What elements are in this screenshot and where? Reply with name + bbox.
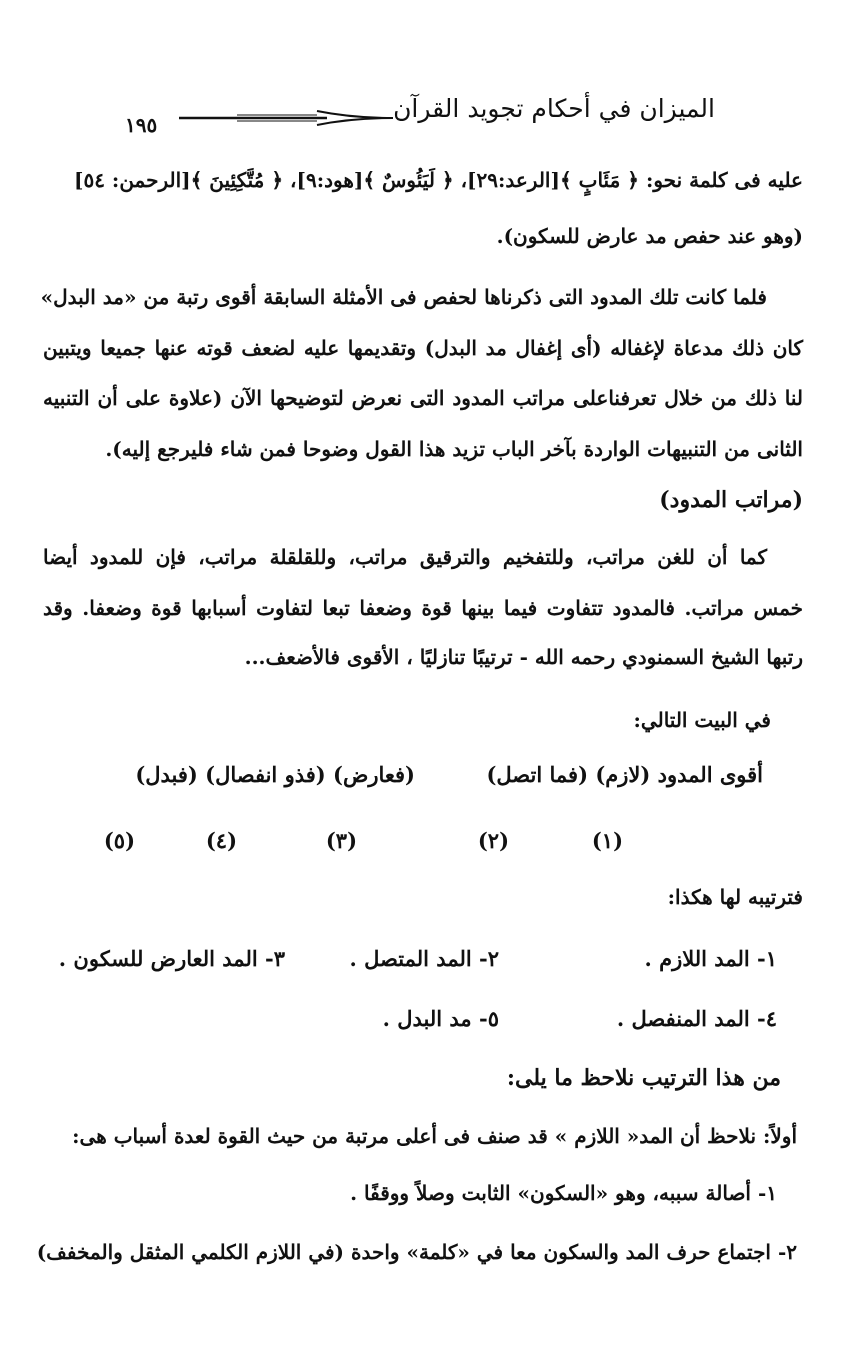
decorative-arrow-icon (177, 108, 395, 128)
paragraph-line: عليه فى كلمة نحو: ﴿ مَئَابٍ ﴾[الرعد:٢٩]، ﴿ لَيَئُوسٌ ﴾[هود:٩]، ﴿ مُتَّكِئِينَ ﴾[الرحمن: ٥٤] (74, 168, 803, 192)
verse-number: (٤) (205, 828, 237, 853)
reason-item: ١- أصالة سببه، وهو «السكون» الثابت وصلاً ووقفًا . (350, 1181, 777, 1205)
paragraph-line: خمس مراتب. فالمدود تتفاوت فيما بينها قوة وضعفا تبعا لتفاوت أسبابها قوة وضعفا. وقد (43, 596, 803, 620)
first-note: أولاً: نلاحظ أن المد« اللازم » قد صنف فى أعلى مرتبة من حيث القوة لعدة أسباب هى: (72, 1124, 797, 1148)
verse-number: (٢) (477, 828, 509, 853)
paragraph-line: (وهو عند حفص مد عارض للسكون). (496, 224, 803, 248)
book-title: الميزان في أحكام تجويد القرآن (393, 94, 715, 123)
paragraph-line: الثانى من التنبيهات الواردة بآخر الباب تزيد هذا القول وضوحا فمن شاء فليرجع إليه). (105, 437, 803, 461)
page-number: ١٩٥ (125, 113, 158, 137)
order-item: ٢- المد المتصل . (349, 946, 499, 971)
verse-intro: في البيت التالي: (633, 708, 771, 732)
note-heading: من هذا الترتيب نلاحظ ما يلى: (506, 1065, 781, 1091)
order-item: ٥- مد البدل . (382, 1006, 499, 1031)
order-item: ٤- المد المنفصل . (616, 1006, 777, 1031)
reason-item: ٢- اجتماع حرف المد والسكون معا في «كلمة» واحدة (في اللازم الكلمي المثقل والمخفف) (36, 1240, 797, 1264)
verse-number: (١) (591, 828, 623, 853)
paragraph-line: رتبها الشيخ السمنودي رحمه الله - ترتيبًا تنازليًا ، الأقوى فالأضعف... (244, 645, 803, 669)
order-item: ١- المد اللازم . (644, 946, 777, 971)
paragraph-line: كما أن للغن مراتب، وللتفخيم والترقيق مراتب، وللقلقلة مراتب، فإن للمدود أيضا (43, 545, 767, 569)
section-heading: (مراتب المدود) (659, 487, 803, 513)
verse-second-hemistich: (فعارض) (فذو انفصال) (فبدل) (135, 762, 415, 787)
verse-number: (٣) (325, 828, 357, 853)
order-intro: فترتيبه لها هكذا: (667, 885, 803, 909)
paragraph-line: لنا ذلك من خلال تعرفناعلى مراتب المدود التى نعرض لتوضيحها الآن (علاوة على أن التنبيه (43, 386, 803, 410)
paragraph-line: كان ذلك مدعاة لإغفاله (أى إغفال مد البدل) وتقديمها عليه لضعف قوته عنها جميعا ويتبين (43, 336, 804, 360)
running-header (125, 94, 715, 140)
verse-number: (٥) (103, 828, 135, 853)
paragraph-line: فلما كانت تلك المدود التى ذكرناها لحفص فى الأمثلة السابقة أقوى رتبة من «مد البدل» (40, 285, 767, 309)
verse-first-hemistich: أقوى المدود (لازم) (فما اتصل) (486, 762, 763, 787)
order-item: ٣- المد العارض للسكون . (58, 946, 285, 971)
